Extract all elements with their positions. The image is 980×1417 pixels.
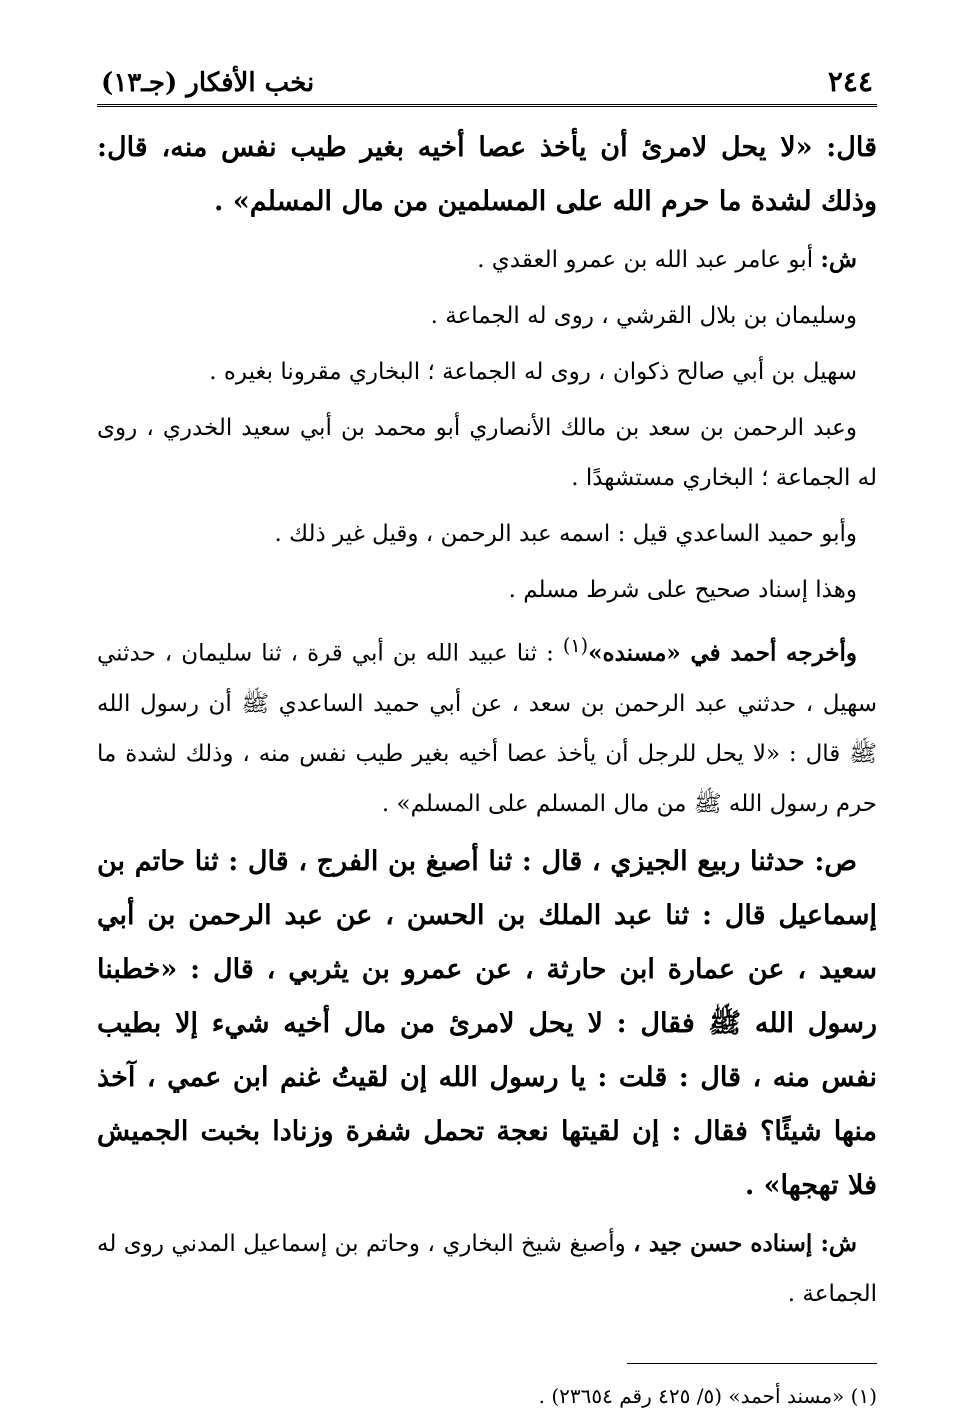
footnote: (١) «مسند أحمد» (٥/ ٤٢٥ رقم ٢٣٦٥٤) . (538, 1383, 877, 1408)
sharh-text: أبو عامر عبد الله بن عمرو العقدي . (477, 247, 814, 273)
paragraph-narrator-sulayman: وسليمان بن بلال القرشي ، روى له الجماعة . (430, 303, 857, 329)
book-title: نخب الأفكار (جـ١٣) (101, 68, 315, 98)
takhrij-text: : ثنا عبيد الله بن أبي قرة ، ثنا سليمان ، حدثني سهيل ، حدثني عبد الرحمن بن سعد ، عن أبي حميد الساعدي ﷺ أن رسول الله ﷺ قال : «لا يحل للرجل أن يأخذ عصا أخيه بغير طيب نفس منه ، وذلك لشدة ما حرم رسول الله ﷺ من مال المسلم على المسلم» . (97, 640, 877, 817)
page-body (97, 121, 877, 1319)
paragraph-sharh-final (97, 1219, 877, 1319)
footnote-reference: (١) (562, 634, 589, 657)
paragraph-isnad-grade: وهذا إسناد صحيح على شرط مسلم . (508, 577, 857, 603)
matn-label: ص: (814, 845, 857, 877)
paragraph-narrator-suhayl: سهيل بن أبي صالح ذكوان ، روى له الجماعة ؛ البخاري مقرونا بغيره . (209, 359, 857, 385)
footnote-divider (627, 1363, 877, 1364)
sharh-label: ش: (820, 246, 857, 273)
matn-text: حدثنا ربيع الجيزي ، قال : ثنا أصبغ بن الفرج ، قال : ثنا حاتم بن إسماعيل قال : ثنا عبد الملك بن الحسن ، عن عبد الرحمن بن أبي سعيد ، عن عمارة ابن حارثة ، عن عمرو بن يثربي ، قال : «خطبنا رسول الله ﷺ فقال : لا يحل لامرئ من مال أخيه شيء إلا بطيب نفس منه ، قال : قلت : يا رسول الله إن لقيتُ غنم ابن عمي ، آخذ منها شيئًا؟ فقال : إن لقيتها نعجة تحمل شفرة وزنادا بخبت الجميش فلا تهجها» . (97, 845, 877, 1201)
page (97, 55, 877, 1414)
sharh-final-label: ش: إسناده حسن جيد ، (633, 1229, 858, 1257)
paragraph-matn (97, 835, 877, 1213)
page-number: ٢٤٤ (827, 65, 873, 98)
paragraph-narrator-abu-humayd: وأبو حميد الساعدي قيل : اسمه عبد الرحمن ، وقيل غير ذلك . (274, 521, 857, 547)
takhrij-label: وأخرجه أحمد في «مسنده» (588, 639, 858, 667)
paragraph-hadith-end: قال: «لا يحل لامرئ أن يأخذ عصا أخيه بغير طيب نفس منه، قال: وذلك لشدة ما حرم الله على المسلمين من مال المسلم» . (97, 132, 877, 217)
sharh-final-text: وأصبغ شيخ البخاري ، وحاتم بن إسماعيل المدني روى له الجماعة . (97, 1230, 877, 1307)
paragraph-ahmad-takhrij (97, 621, 877, 829)
paragraph-sharh-intro (97, 235, 877, 285)
page-header (97, 55, 877, 107)
paragraph-narrator-abdulrahman: وعبد الرحمن بن سعد بن مالك الأنصاري أبو محمد بن أبي سعيد الخدري ، روى له الجماعة ؛ البخاري مستشهدًا . (97, 415, 877, 491)
